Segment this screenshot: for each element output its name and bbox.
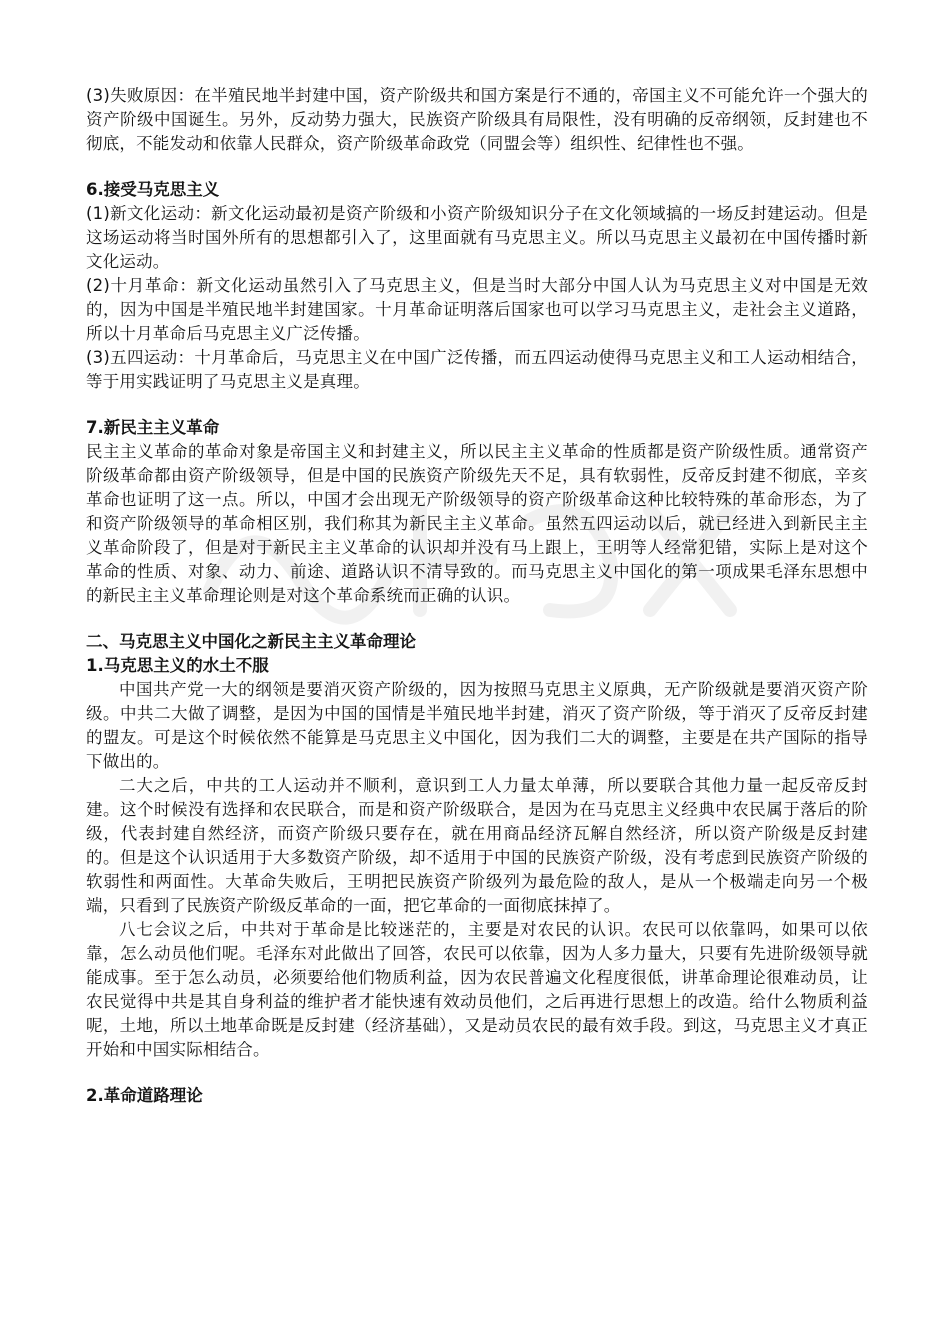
subsection-1-paragraph: 八七会议之后，中共对于革命是比较迷茫的，主要是对农民的认识。农民可以依靠吗，如果可以依靠，怎么动员他们呢。毛泽东对此做出了回答，农民可以依靠，因为人多力量大，只要有先进阶级领导就能成事。至于怎么动员，必须要给他们物质利益，因为农民普遍文化程度很低，讲革命理论很难动员，让农民觉得中共是其自身利益的维护者才能快速有效动员他们，之后再进行思想上的改造。给什么物质利益呢，土地，所以土地革命既是反封建（经济基础），又是动员农民的最有效手段。到这，马克思主义才真正开始和中国实际相结合。 <box>86 920 868 1059</box>
section-7-body: 民主主义革命的革命对象是帝国主义和封建主义，所以民主主义革命的性质都是资产阶级性质。通常资产阶级革命都由资产阶级领导，但是中国的民族资产阶级先天不足，具有软弱性，反帝反封建不彻底，辛亥革命也证明了这一点。所以，中国才会出现无产阶级领导的资产阶级革命这种比较特殊的革命形态，为了和资产阶级领导的革命相区别，我们称其为新民主主义革命。虽然五四运动以后，就已经进入到新民主主义革命阶段了，但是对于新民主主义革命的认识却并没有马上跟上，王明等人经常犯错，实际上是对这个革命的性质、对象、动力、前途、道路认识不清导致的。而马克思主义中国化的第一项成果毛泽东思想中的新民主主义革命理论则是对这个革命系统而正确的认识。 <box>86 442 868 605</box>
document-page <box>86 84 868 1108</box>
subsection-1-paragraph: 二大之后，中共的工人运动并不顺利，意识到工人力量太单薄，所以要联合其他力量一起反帝反封建。这个时候没有选择和农民联合，而是和资产阶级联合，是因为在马克思主义经典中农民属于落后的阶级，代表封建自然经济，而资产阶级只要存在，就在用商品经济瓦解自然经济，所以资产阶级是反封建的。但是这个认识适用于大多数资产阶级，却不适用于中国的民族资产阶级，没有考虑到民族资产阶级的软弱性和两面性。大革命失败后，王明把民族资产阶级列为最危险的敌人，是从一个极端走向另一个极端，只看到了民族资产阶级反革命的一面，把它革命的一面彻底抹掉了。 <box>86 776 868 915</box>
section-6-item: (3)五四运动：十月革命后，马克思主义在中国广泛传播，而五四运动使得马克思主义和工人运动相结合，等于用实践证明了马克思主义是真理。 <box>86 348 868 391</box>
subsection-1-paragraph: 中国共产党一大的纲领是要消灭资产阶级的，因为按照马克思主义原典，无产阶级就是要消灭资产阶级。中共二大做了调整，是因为中国的国情是半殖民地半封建，消灭了资产阶级，等于消灭了反帝反封建的盟友。可是这个时候依然不能算是马克思主义中国化，因为我们二大的调整，主要是在共产国际的指导下做出的。 <box>86 680 868 771</box>
failure-reason-paragraph: (3)失败原因：在半殖民地半封建中国，资产阶级共和国方案是行不通的，帝国主义不可能允许一个强大的资产阶级中国诞生。另外，反动势力强大，民族资产阶级具有局限性，没有明确的反帝纲领，反封建也不彻底，不能发动和依靠人民群众，资产阶级革命政党（同盟会等）组织性、纪律性也不强。 <box>86 86 868 153</box>
section-6-heading: 6.接受马克思主义 <box>86 180 220 199</box>
part-2-heading: 二、马克思主义中国化之新民主主义革命理论 <box>86 632 416 651</box>
section-7-heading: 7.新民主主义革命 <box>86 418 220 437</box>
subsection-1-heading: 1.马克思主义的水土不服 <box>86 656 269 675</box>
section-6-item: (1)新文化运动：新文化运动最初是资产阶级和小资产阶级知识分子在文化领域搞的一场反封建运动。但是这场运动将当时国外所有的思想都引入了，这里面就有马克思主义。所以马克思主义最初在中国传播时新文化运动。 <box>86 204 868 271</box>
section-6-item: (2)十月革命：新文化运动虽然引入了马克思主义，但是当时大部分中国人认为马克思主义对中国是无效的，因为中国是半殖民地半封建国家。十月革命证明落后国家也可以学习马克思主义，走社会主义道路，所以十月革命后马克思主义广泛传播。 <box>86 276 868 343</box>
subsection-2-heading: 2.革命道路理论 <box>86 1086 203 1105</box>
